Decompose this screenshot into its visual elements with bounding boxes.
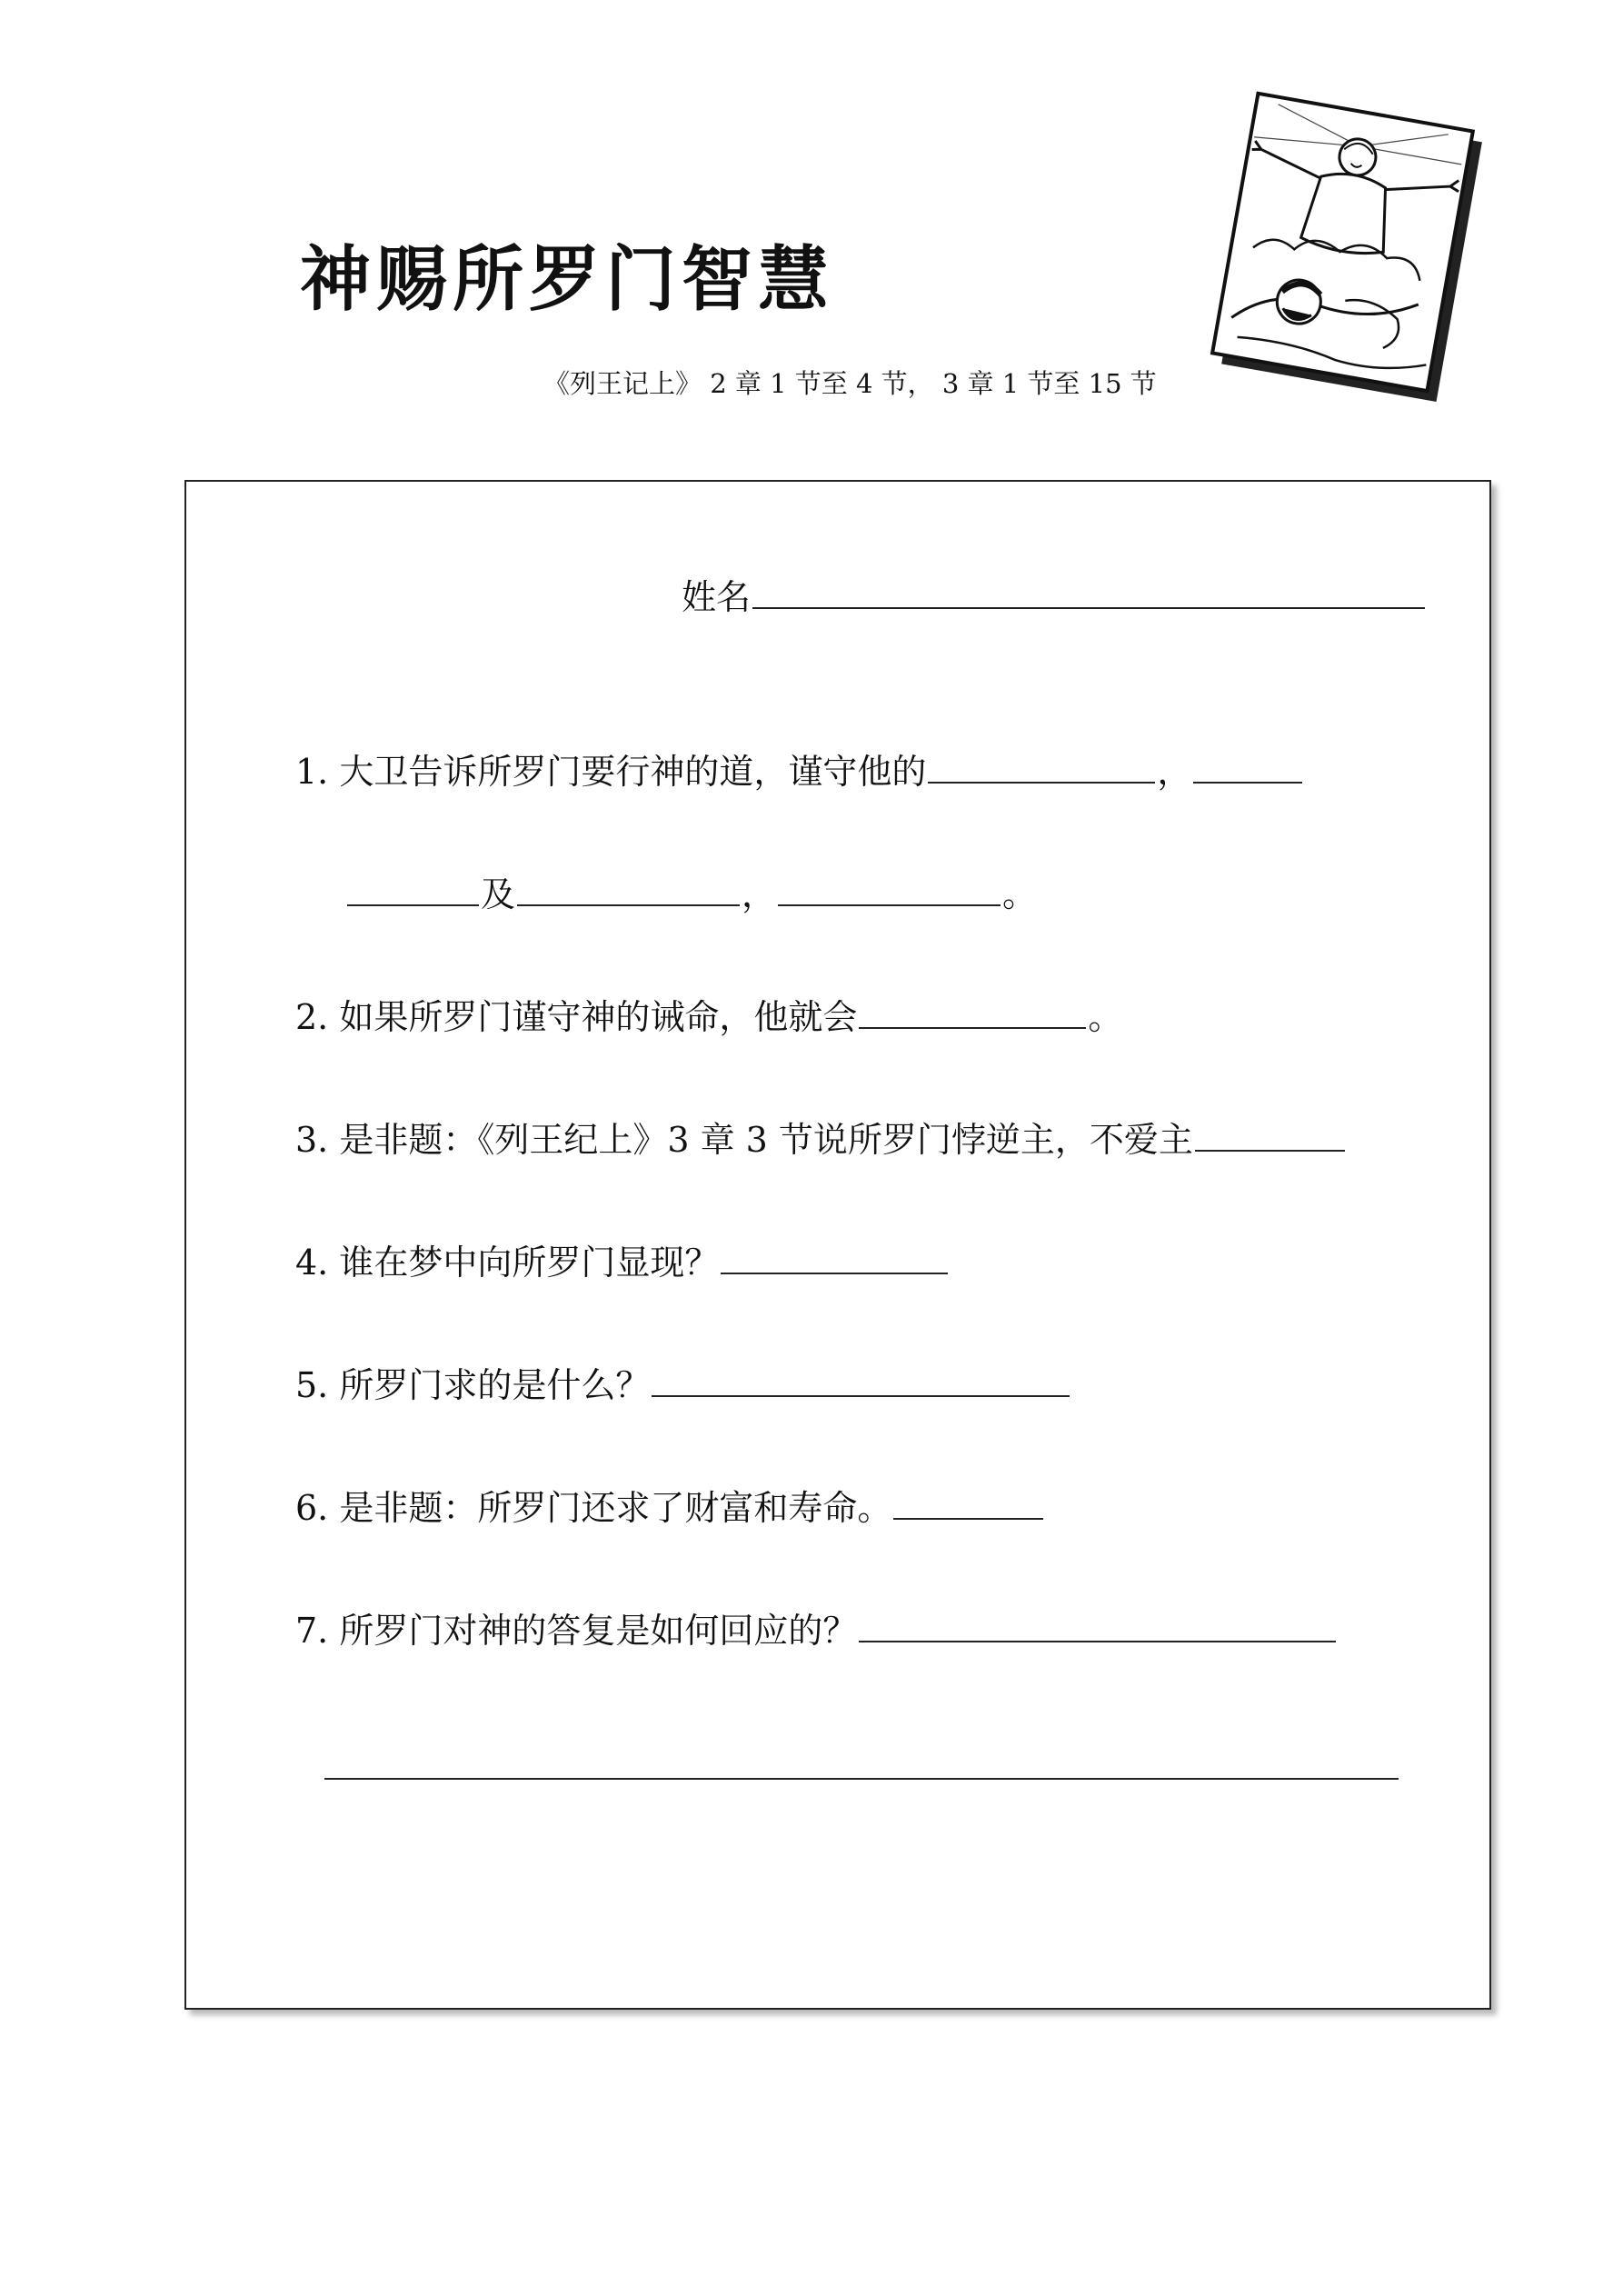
q1-and: 及 — [481, 874, 516, 914]
name-field[interactable] — [752, 580, 1425, 609]
question-5-text: 5. 所罗门求的是什么？ — [295, 1365, 651, 1405]
question-6 — [295, 1488, 1045, 1528]
q1-end: 。 — [1002, 874, 1038, 914]
question-1-continued — [345, 874, 1038, 914]
q1-separator-2: ， — [742, 874, 777, 914]
question-2 — [295, 997, 1123, 1037]
page-title: 神赐所罗门智慧 — [300, 238, 835, 321]
q2-end: 。 — [1088, 997, 1123, 1037]
q4-answer[interactable] — [721, 1245, 948, 1274]
q3-answer[interactable] — [1195, 1123, 1345, 1152]
question-4 — [295, 1243, 950, 1283]
q1-answer-3[interactable] — [517, 877, 740, 906]
question-6-text: 6. 是非题：所罗门还求了财富和寿命。 — [295, 1488, 892, 1528]
question-3-text: 3. 是非题：《列王纪上》3 章 3 节说所罗门悖逆主，不爱主 — [295, 1120, 1193, 1160]
question-1 — [295, 752, 1304, 792]
question-5 — [295, 1365, 1071, 1405]
q6-answer[interactable] — [893, 1491, 1043, 1520]
name-label: 姓名 — [682, 577, 752, 617]
scripture-reference: 《列王记上》 2 章 1 节至 4 节， 3 章 1 节至 15 节 — [543, 368, 1157, 399]
q7-answer-line-2[interactable] — [324, 1778, 1399, 1780]
question-7 — [295, 1611, 1338, 1651]
q1-answer-2[interactable] — [1193, 754, 1302, 784]
q1-answer-2b[interactable] — [347, 877, 479, 906]
question-4-text: 4. 谁在梦中向所罗门显现？ — [295, 1243, 720, 1283]
question-3 — [295, 1120, 1347, 1160]
q1-answer-1[interactable] — [928, 754, 1155, 784]
name-row — [682, 577, 1427, 617]
question-1-text: 1. 大卫告诉所罗门要行神的道，谨守他的 — [295, 752, 927, 792]
question-7-text: 7. 所罗门对神的答复是如何回应的？ — [295, 1611, 858, 1651]
dream-illustration-icon — [1200, 91, 1490, 409]
q7-answer[interactable] — [859, 1613, 1336, 1642]
q2-answer[interactable] — [859, 1000, 1086, 1029]
q5-answer[interactable] — [652, 1368, 1070, 1397]
q1-answer-4[interactable] — [778, 877, 1001, 906]
worksheet-panel — [184, 480, 1491, 2010]
question-2-text: 2. 如果所罗门谨守神的诫命，他就会 — [295, 997, 858, 1037]
q1-separator: ， — [1157, 752, 1192, 792]
